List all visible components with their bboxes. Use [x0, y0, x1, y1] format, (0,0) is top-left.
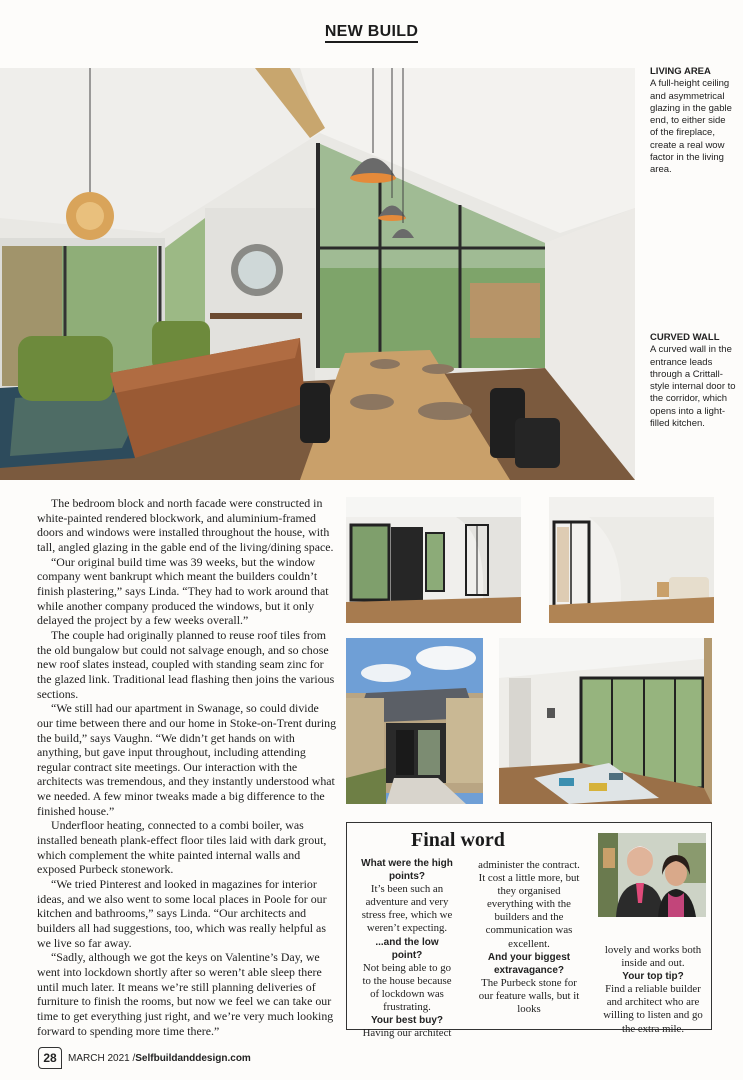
final-word-column-2 [477, 859, 581, 1016]
website-link[interactable]: Selfbuildanddesign.com [135, 1052, 251, 1064]
caption-living-area-text: A full-height ceiling and asymmetrical glazing in the gable end, to either side of the fireplace, create a real wow factor in the living area. [650, 78, 732, 176]
article-paragraph: The bedroom block and north facade were constructed in white-painted rendered blockwork, and aluminium-framed doors and windows were installed throughout the house, with tall, angled glazing in the gable end of the living/dining space. [37, 496, 334, 554]
article-body [37, 496, 337, 1038]
homeowners-portrait-photo [598, 833, 706, 917]
garden-room-photo [499, 638, 712, 804]
page-number: 28 [38, 1047, 62, 1069]
final-word-answer: Find a reliable builder and architect who are willing to listen and go the extra mile. [603, 983, 703, 1035]
entrance-hall-photo [346, 497, 521, 623]
final-word-answer: lovely and works both inside and out. [604, 944, 702, 970]
final-word-box [346, 822, 712, 1040]
final-word-question: Your top tip? [622, 971, 684, 983]
final-word-question: What were the high points? [361, 858, 453, 883]
issue-date: MARCH 2021 / [68, 1052, 136, 1064]
curved-wall-photo [549, 497, 714, 623]
final-word-answer: The Purbeck stone for our feature walls, but it looks [478, 976, 580, 1016]
exterior-entrance-photo [346, 638, 483, 804]
article-paragraph: The couple had originally planned to reuse roof tiles from the old bungalow but could not salvage enough, and so chose new roof slates instead, coupled with standing seam zinc for the glazed link. Traditional lead flashing then joins the various sections. [37, 627, 335, 701]
section-title: NEW BUILD [0, 23, 743, 41]
article-paragraph: “We still had our apartment in Swanage, so could divide our time between there and our home in Stoke-on-Trent during the build,” says Vaughn. “We didn’t get hands on with anything, but gave input throughout, including attending regular contract site meetings. Our interaction with the architects was tremendous, and they instantly understood what we needed. A few minor tweaks made a big difference to the finished house.” [37, 701, 337, 818]
final-word-title: Final word [411, 829, 505, 851]
final-word-question: ...and the low point? [375, 936, 439, 961]
caption-living-area [650, 66, 736, 177]
living-area-photo [0, 68, 635, 480]
article-paragraph: “Our original build time was 39 weeks, but the window company went bankrupt which meant the builders couldn’t finish plastering,” says Linda. “They had to work around that while another company produced the windows, but it only delayed the project by a few weeks overall.” [37, 554, 329, 628]
final-word-question: And your biggest extravagance? [487, 951, 571, 976]
caption-curved-wall [650, 332, 736, 430]
caption-curved-wall-title: CURVED WALL [650, 332, 720, 343]
page-footer [38, 1047, 251, 1069]
final-word-answer: It’s been such an adventure and very stress free, which we weren’t expecting. [361, 883, 453, 935]
final-word-column-1 [359, 857, 455, 1040]
final-word-answer: administer the contract. It cost a little more, but they organised everything with the builders and the communication was excellent. [478, 859, 580, 950]
final-word-answer: Not being able to go to the house because of lockdown was frustrating. [362, 961, 452, 1014]
final-word-question: Your best buy? [370, 1015, 444, 1027]
article-paragraph: Underfloor heating, connected to a combi boiler, was installed beneath plank-effect floor tiles laid with dark grout, which complement the white painted internal walls and exposed Purbeck stonework. [37, 818, 327, 877]
final-word-column-3 [597, 944, 709, 1036]
article-paragraph: “We tried Pinterest and looked in magazines for interior ideas, and we also went to some local places in Poole for our kitchen and bathrooms,” says Linda. “Our architects and builders all had suggestions, too, which was really helpful as we live so far away. [37, 877, 327, 950]
article-paragraph: “Sadly, although we got the keys on Valentine’s Day, we went into lockdown shortly after so weren’t able sleep there until much later. It means we’re still planning deliveries of furniture to finish the rooms, but now we feel we can take our time to get everything just right, and we’re very much looking forward to spending more time there.” [37, 950, 334, 1038]
caption-living-area-title: LIVING AREA [650, 66, 711, 77]
final-word-answer: Having our architect [362, 1027, 452, 1040]
caption-curved-wall-text: A curved wall in the entrance leads through a Crittall-style internal door to the corridor, which opens into a light-filled kitchen. [650, 344, 736, 430]
